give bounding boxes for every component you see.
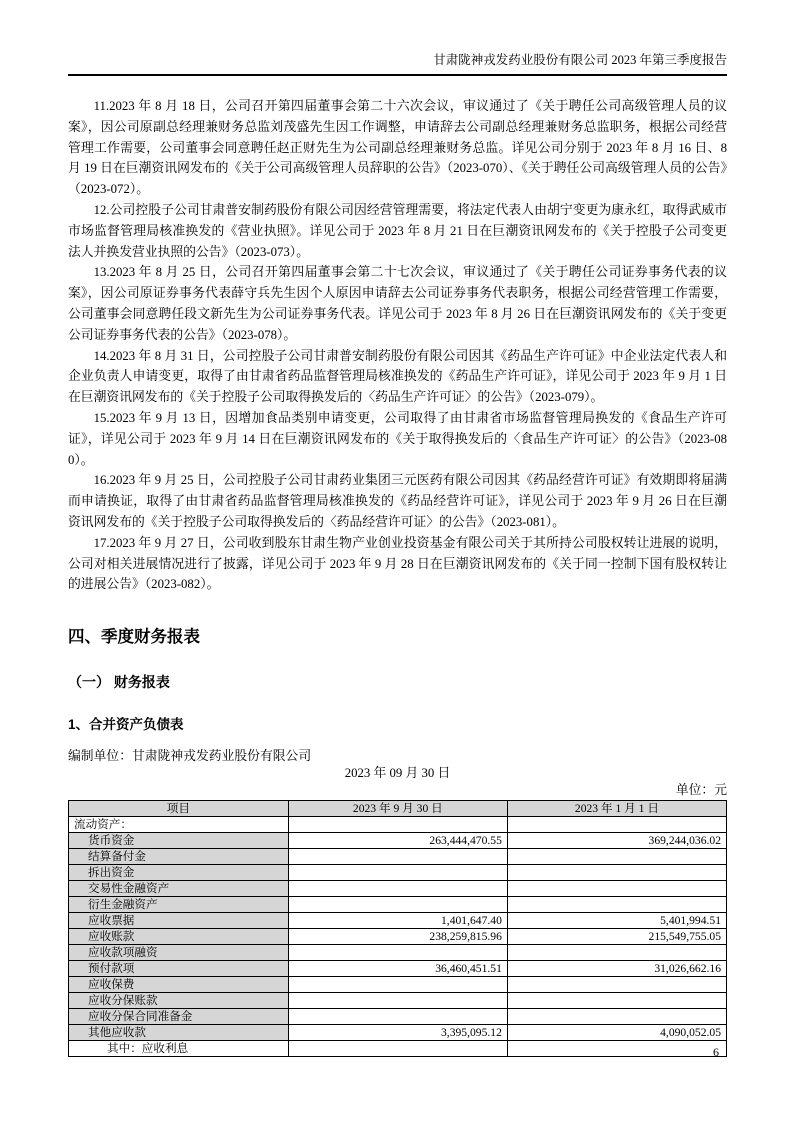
table-row-derivative-financial-assets <box>69 897 727 913</box>
row-label: 拆出资金 <box>69 865 289 881</box>
row-value-current: 263,444,470.55 <box>288 833 507 849</box>
paragraph-item-15: 15.2023 年 9 月 13 日，因增加食品类别申请变更，公司取得了由甘肃省市场监督管理局换发的《食品生产许可证》，详见公司于 2023 年 9 月 14 日在巨潮资讯网发布的《关于取得换发后的〈食品生产许可证〉的公告》（2023-080）。 <box>68 410 727 467</box>
table-row-settlement-reserves <box>69 849 727 865</box>
row-value-prior <box>507 945 726 961</box>
subsection-heading-financial-statements: （一） 财务报表 <box>68 674 170 691</box>
statement-heading-consolidated-balance-sheet: 1、合并资产负债表 <box>68 717 184 733</box>
row-label: 应收保费 <box>69 977 289 993</box>
row-value-current: 36,460,451.51 <box>288 961 507 977</box>
row-value-prior <box>507 1041 726 1057</box>
page-number: 6 <box>713 1045 719 1059</box>
column-header-current-period: 2023 年 9 月 30 日 <box>288 801 507 817</box>
table-row-trading-financial-assets <box>69 881 727 897</box>
row-label: 应收分保合同准备金 <box>69 1009 289 1025</box>
section-heading-quarterly-financial-statements: 四、季度财务报表 <box>68 628 200 647</box>
row-value-current <box>288 1041 507 1057</box>
row-label: 交易性金融资产 <box>69 881 289 897</box>
row-label: 应收款项融资 <box>69 945 289 961</box>
table-row-reinsurance-contract-reserves <box>69 1009 727 1025</box>
column-header-prior-period: 2023 年 1 月 1 日 <box>507 801 726 817</box>
row-value-current <box>288 977 507 993</box>
row-label: 货币资金 <box>69 833 289 849</box>
row-value-current <box>288 881 507 897</box>
unit-label: 单位：元 <box>675 783 727 798</box>
column-header-item: 项目 <box>69 801 289 817</box>
row-value-prior <box>507 977 726 993</box>
row-value-prior: 4,090,052.05 <box>507 1025 726 1041</box>
table-row-receivables-financing <box>69 945 727 961</box>
table-row-cash <box>69 833 727 849</box>
row-value-current <box>288 897 507 913</box>
table-row-interest-receivable <box>69 1041 727 1057</box>
paragraph-item-14: 14.2023 年 8 月 31 日，公司控股子公司甘肃普安制药股份有限公司因其《药品生产许可证》中企业法定代表人和企业负责人申请变更，取得了由甘肃省药品监督管理局核准换发的《药品生产许可证》，详见公司于 2023 年 9 月 1 日在巨潮资讯网发布的《关于控股子公司取得换发后的〈药品生产许可证〉的公告》（2023-079）。 <box>68 348 727 405</box>
row-value-prior <box>507 897 726 913</box>
row-value-current <box>288 945 507 961</box>
row-label: 应收分保账款 <box>69 993 289 1009</box>
report-title: 甘肃陇神戎发药业股份有限公司 2023 年第三季度报告 <box>433 53 727 67</box>
row-value-current: 238,259,815.96 <box>288 929 507 945</box>
balance-sheet-table <box>68 800 727 1057</box>
row-label: 应收票据 <box>69 913 289 929</box>
paragraph-item-11: 11.2023 年 8 月 18 日，公司召开第四届董事会第二十六次会议，审议通过了《关于聘任公司高级管理人员的议案》，因公司原副总经理兼财务总监刘茂盛先生因工作调整，申请辞去公司副总经理兼财务总监职务，根据公司经营管理工作需要，公司董事会同意聘任赵正财先生为公司副总经理兼财务总监。详见公司分别于 2023 年 8 月 16 日、8 月 19 日在巨潮资讯网发布的《关于公司高级管理人员辞职的公告》（2023-070）、《关于聘任公司高级管理人员的公告》（2023-072）。 <box>68 99 727 197</box>
row-value-prior <box>507 881 726 897</box>
table-row-notes-receivable <box>69 913 727 929</box>
prepared-by-line: 编制单位：甘肃陇神戎发药业股份有限公司 <box>68 749 312 764</box>
row-value-prior: 5,401,994.51 <box>507 913 726 929</box>
row-label: 其中：应收利息 <box>69 1041 289 1057</box>
paragraph-item-12: 12.公司控股子公司甘肃普安制药股份有限公司因经营管理需要，将法定代表人由胡宁变更为康永红，取得武威市市场监督管理局核准换发的《营业执照》。详见公司于 2023 年 8 月 21 日在巨潮资讯网发布的《关于控股子公司变更法人并换发营业执照的公告》（2023-073）。 <box>68 202 727 259</box>
paragraph-item-13: 13.2023 年 8 月 25 日，公司召开第四届董事会第二十七次会议，审议通过了《关于聘任公司证券事务代表的议案》，因公司原证券事务代表薛守兵先生因个人原因申请辞去公司证券事务代表职务，根据公司经营管理工作需要，公司董事会同意聘任段文新先生为公司证券事务代表。详见公司于 2023 年 8 月 26 日在巨潮资讯网发布的《关于变更公司证券事务代表的公告》（2023-078）。 <box>68 265 727 342</box>
row-value-current: 1,401,647.40 <box>288 913 507 929</box>
row-label: 衍生金融资产 <box>69 897 289 913</box>
row-label: 其他应收款 <box>69 1025 289 1041</box>
row-value-current <box>288 1009 507 1025</box>
row-label: 流动资产： <box>69 817 289 833</box>
row-value-prior <box>507 817 726 833</box>
paragraph-item-17: 17.2023 年 9 月 27 日，公司收到股东甘肃生物产业创业投资基金有限公司关于其所持公司股权转让进展的说明，公司对相关进展情况进行了披露，详见公司于 2023 年 9 月 28 日在巨潮资讯网发布的《关于同一控制下国有股权转让的进展公告》（2023-082）。 <box>68 535 727 592</box>
table-row-premiums-receivable <box>69 977 727 993</box>
table-header-row <box>69 801 727 817</box>
row-value-current: 3,395,095.12 <box>288 1025 507 1041</box>
statement-date-line: 2023 年 09 月 30 日 <box>344 766 451 781</box>
body-paragraphs <box>68 96 727 595</box>
table-row-lendings-to-banks <box>69 865 727 881</box>
row-value-prior <box>507 849 726 865</box>
row-value-prior <box>507 993 726 1009</box>
row-value-current <box>288 817 507 833</box>
row-value-current <box>288 865 507 881</box>
row-value-current <box>288 993 507 1009</box>
row-value-prior: 31,026,662.16 <box>507 961 726 977</box>
paragraph-item-16: 16.2023 年 9 月 25 日，公司控股子公司甘肃药业集团三元医药有限公司因其《药品经营许可证》有效期即将届满而申请换证，取得了由甘肃省药品监督管理局核准换发的《药品经营许可证》，详见公司于 2023 年 9 月 26 日在巨潮资讯网发布的《关于控股子公司取得换发后的〈药品经营许可证〉的公告》（2023-081）。 <box>68 473 727 529</box>
row-label: 预付款项 <box>69 961 289 977</box>
row-label: 结算备付金 <box>69 849 289 865</box>
table-row-current-assets <box>69 817 727 833</box>
table-row-reinsurance-receivable <box>69 993 727 1009</box>
table-row-prepayments <box>69 961 727 977</box>
row-value-current <box>288 849 507 865</box>
row-value-prior <box>507 1009 726 1025</box>
row-value-prior <box>507 865 726 881</box>
row-value-prior: 215,549,755.05 <box>507 929 726 945</box>
row-label: 应收账款 <box>69 929 289 945</box>
page-header <box>68 52 727 76</box>
table-row-other-receivables <box>69 1025 727 1041</box>
row-value-prior: 369,244,036.02 <box>507 833 726 849</box>
table-row-accounts-receivable <box>69 929 727 945</box>
